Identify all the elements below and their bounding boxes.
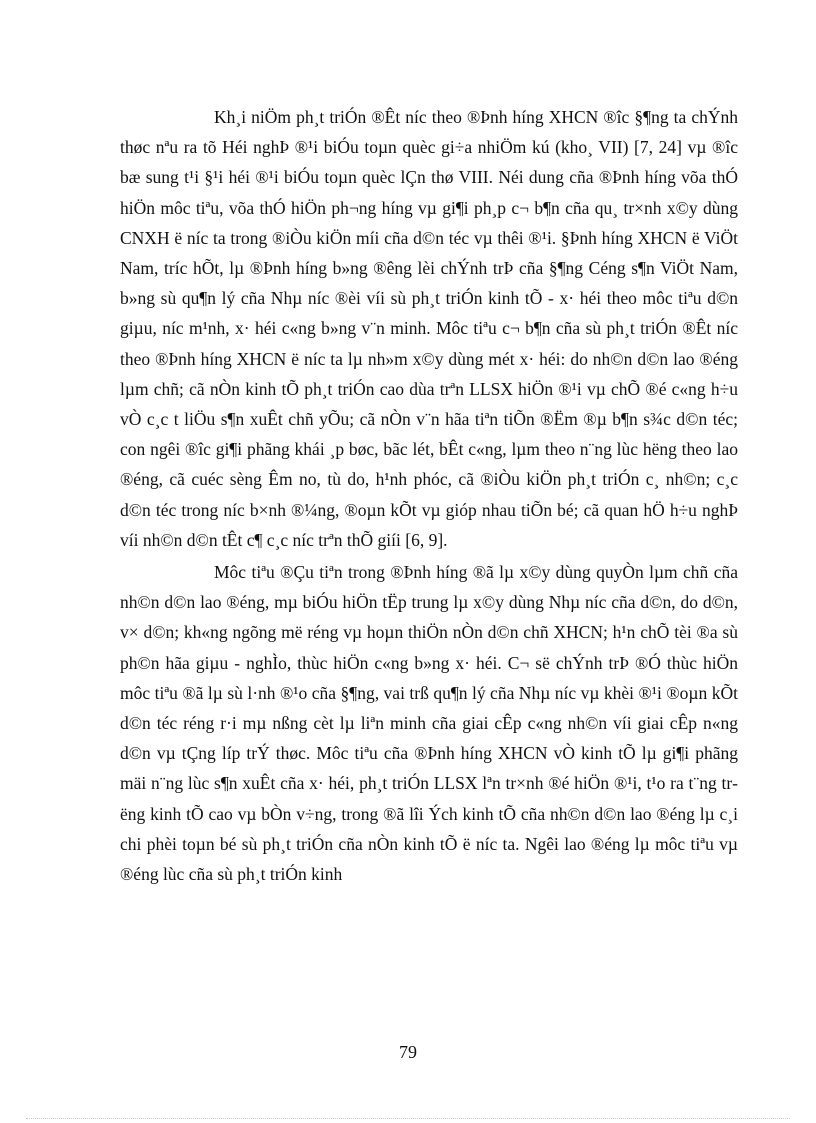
body-text xyxy=(120,102,738,889)
paragraph-2: Môc tiªu ®Çu tiªn trong ®Þnh híng ®ã lµ x©y dùng quyÒn lµm chñ cña nh©n d©n lao ®éng, mµ biÓu hiÖn tËp trung lµ x©y dùng Nhµ níc cña d©n, do d©n, v× d©n; kh«ng ngõng më réng vµ hoµn thiÖn nÒn d©n chñ XHCN; h¹n chÕ tèi ®a sù ph©n hãa giµu - nghÌo, thùc hiÖn c«ng b»ng x· héi. C¬ së chÝnh trÞ ®Ó thùc hiÖn môc tiªu ®ã lµ sù l·nh ®¹o cña §¶ng, vai trß qu¶n lý cña Nhµ níc vµ khèi ®¹i ®oµn kÕt d©n téc réng r·i mµ nßng cèt lµ liªn minh cña giai cÊp c«ng nh©n víi giai cÊp n«ng d©n vµ tÇng líp trÝ thøc. Môc tiªu cña ®Þnh híng XHCN vÒ kinh tÕ lµ gi¶i phãng mäi n¨ng lùc s¶n xuÊt cña x· héi, ph¸t triÓn LLSX lªn tr×nh ®é hiÖn ®¹i, t¹o ra t¨ng trëng kinh tÕ cao vµ bÒn v÷ng, trong ®ã lîi Ých kinh tÕ cña nh©n d©n lao ®éng lµ c¸i chi phèi toµn bé sù ph¸t triÓn cña nÒn kinh tÕ ë níc ta. Ngêi lao ®éng lµ môc tiªu vµ ®éng lùc cña sù ph¸t triÓn kinh xyxy=(120,562,738,885)
page-number: 79 xyxy=(399,1042,417,1062)
paragraph-1: Kh¸i niÖm ph¸t triÓn ®Êt níc theo ®Þnh híng XHCN ®îc §¶ng ta chÝnh thøc nªu ra tõ Héi nghÞ ®¹i biÓu toµn quèc gi÷a nhiÖm kú (kho¸ VII) [7, 24] vµ ®îc bæ sung t¹i §¹i héi ®¹i biÓu toµn quèc lÇn thø VIII. Néi dung cña ®Þnh híng võa thÓ hiÖn môc tiªu, võa thÓ hiÖn ph¬ng híng vµ gi¶i ph¸p c¬ b¶n cña qu¸ tr×nh x©y dùng CNXH ë níc ta trong ®iÒu kiÖn míi cña d©n téc vµ thêi ®¹i. §Þnh híng XHCN ë ViÖt Nam, tríc hÕt, lµ ®Þnh híng b»ng ®êng lèi chÝnh trÞ cña §¶ng Céng s¶n ViÖt Nam, b»ng sù qu¶n lý cña Nhµ níc ®èi víi sù ph¸t triÓn kinh tÕ - x· héi theo môc tiªu d©n giµu, níc m¹nh, x· héi c«ng b»ng v¨n minh. Môc tiªu c¬ b¶n cña sù ph¸t triÓn ®Êt níc theo ®Þnh híng XHCN ë níc ta lµ nh»m x©y dùng mét x· héi: do nh©n d©n lao ®éng lµm chñ; cã nÒn kinh tÕ ph¸t triÓn cao dùa trªn LLSX hiÖn ®¹i vµ chÕ ®é c«ng h÷u vÒ c¸c t liÖu s¶n xuÊt chñ yÕu; cã nÒn v¨n hãa tiªn tiÕn ®Ëm ®µ b¶n s¾c d©n téc; con ngêi ®îc gi¶i phãng khái ¸p bøc, bãc lét, bÊt c«ng, lµm theo n¨ng lùc hëng theo lao ®éng, cã cuéc sèng Êm no, tù do, h¹nh phóc, cã ®iÒu kiÖn ph¸t triÓn c¸ nh©n; c¸c d©n téc trong níc b×nh ®¼ng, ®oµn kÕt vµ gióp nhau tiÕn bé; cã quan hÖ h÷u nghÞ víi nh©n d©n tÊt c¶ c¸c níc trªn thÕ giíi [6, 9]. xyxy=(120,107,738,550)
page-bottom-divider xyxy=(26,1118,790,1119)
